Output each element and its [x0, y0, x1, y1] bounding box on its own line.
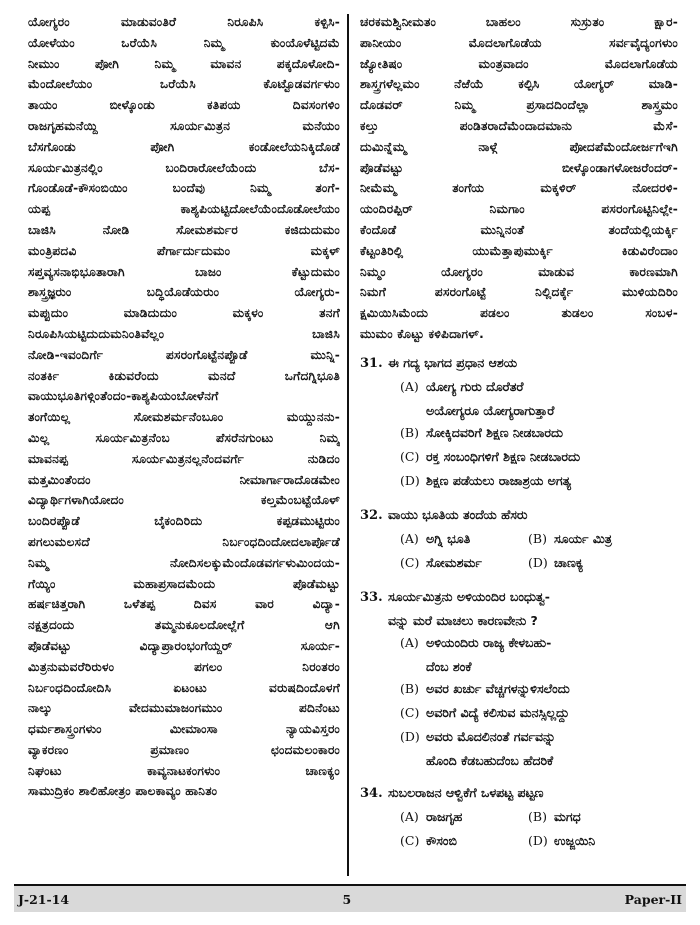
passage-right-continuation	[360, 12, 678, 345]
passage-line: ಕೆಟ್ಟಂತಿರಿಲ್ಲಿ ಯುಮೆತ್ತಾಪುಮುರ್ಕ್ಕಿ ಕಿಡುವಿರೆಂದಾಂ	[360, 243, 678, 258]
question-32	[360, 507, 678, 579]
page-number: 5	[342, 891, 352, 907]
options-row-cd	[360, 555, 678, 579]
passage-line: ದೊಡವರ್ ನಿಮ್ಮ ಪ್ರಸಾದದಿಂದೆಲ್ಲಾ ಶಾಸ್ತ್ರಮಂ	[360, 98, 678, 113]
passage-line: ಬಾಜಿಸಿ ನೋಡಿ ಸೋಮಶರ್ಮರ ಕಜಿದುದುಮಂ	[28, 222, 340, 237]
option-text: ಯೋಗ್ಯ ಗುರು ದೊರೆತರೆ	[426, 378, 524, 394]
option-text: ಚಾಣಕ್ಯ	[554, 554, 584, 570]
option-label: (D)	[528, 832, 548, 848]
option-label: (D)	[528, 554, 548, 570]
passage-line: ಮುಮಂ ಕೊಟ್ಟು ಕಳಿಪಿದಾಗಳ್.	[360, 326, 484, 341]
passage-line: ವಿದ್ಯಾರ್ಥಿಗಳಾಗಿಯೋದಂ ಕಲ್ತಮೆಂಬಟ್ಟೆಯೊಳ್	[28, 493, 340, 508]
options-row-cd	[360, 833, 678, 857]
option-c[interactable]	[400, 833, 528, 849]
option-label: (B)	[400, 424, 419, 440]
passage-line: ಜ್ಯೋತಿಷಂ ಮಂತ್ರವಾದಂ ಮೊದಲಾಗೊಡೆಯ	[360, 56, 678, 71]
option-text: ಸೋಕ್ಕಿದವರಿಗೆ ಶಿಕ್ಷಣ ನೀಡಬಾರದು	[426, 424, 564, 440]
option-c[interactable]	[360, 449, 678, 473]
option-label: (A)	[400, 808, 419, 824]
passage-line: ನೋಡಿ-ಇವಂದಿರ್ಗೆ ಪಸರಂಗೊಟ್ಟೆನಪ್ಪೊಡೆ ಮುನ್ನಿ-	[28, 347, 340, 362]
option-b[interactable]	[528, 531, 656, 547]
question-number: 34.	[360, 785, 383, 801]
paper-label: Paper-II	[624, 891, 682, 907]
passage-line: ನಂತರ್ಕಿ ಕಿಡುವರೆಂದು ಮನದೆ ಒಗೆದಗ್ನಿಭೂತಿ	[28, 368, 340, 383]
passage-line: ನಿಘಂಟು ಕಾವ್ಯನಾಟಕಂಗಳುಂ ಚಾಣಕ್ಯಂ	[28, 763, 340, 778]
passage-line: ನಿಮ್ಮಂ ಯೋಗ್ಯರಂ ಮಾಡುವ ಕಾರಣಮಾಗಿ	[360, 264, 678, 279]
question-text: ವಾಯು ಭೂತಿಯ ತಂದೆಯ ಹೆಸರು	[388, 506, 528, 522]
option-label: (A)	[400, 378, 419, 394]
passage-line: ಧರ್ಮಶಾಸ್ತ್ರಂಗಳುಂ ಮೀಮಾಂಸಾ ನ್ಯಾಯವಿಸ್ತರಂ	[28, 722, 340, 737]
option-d[interactable]	[528, 555, 656, 571]
passage-line: ಮಿತ್ರನುಮವರೆರಿರುಳಂ ಪಗಲಂ ನಿರಂತರಂ	[28, 659, 340, 674]
option-text: ರಕ್ತ ಸಂಬಂಧಿಗಳಿಗೆ ಶಿಕ್ಷಣ ನೀಡಬಾರದು	[426, 448, 581, 464]
option-text: ಅಳಿಯಂದಿರು ರಾಜ್ಯ ಕೇಳಬಹು-	[426, 634, 552, 650]
passage-line: ಸಾಮುದ್ರಿಕಂ ಶಾಲಿಹೋತ್ರಂ ಪಾಲಕಾವ್ಯಂ ಹಾನಿತಂ	[28, 784, 218, 799]
option-a[interactable]	[400, 531, 528, 547]
question-number: 33.	[360, 589, 383, 605]
right-column	[360, 12, 678, 857]
question-31	[360, 355, 678, 497]
option-text: ಅವರ ಖರ್ಚು ವೆಚ್ಚಗಳನ್ನುಳಿಸಲೆಂದು	[426, 680, 570, 696]
option-label: (C)	[400, 704, 420, 720]
passage-line: ನೀಮೆಮ್ಮ ತಂಗೆಯ ಮಕ್ಕಳಿರ್ ನೋದರಳಿ-	[360, 181, 678, 196]
passage-line: ಮಪ್ಪುದುಂ ಮಾಡಿದುದುಂ ಮಕ್ಕಳಂ ತನಗೆ	[28, 306, 340, 321]
option-text: ಶಿಕ್ಷಣ ಪಡೆಯಲು ರಾಜಾಶ್ರಯ ಅಗತ್ಯ	[426, 472, 572, 488]
passage-line: ಬಂದಿರಪ್ಪೊಡೆ ಬೈಕಂದಿರಿದು ಕಪ್ಪಡಮುಟ್ಟಿರುಂ	[28, 514, 340, 529]
question-text: ಸುಬಲರಾಜನ ಆಳ್ವಿಕೆಗೆ ಒಳಪಟ್ಟ ಪಟ್ಟಣ	[388, 784, 544, 800]
passage-line: ಯೋಗ್ಯರಂ ಮಾಡುವಂತಿರೆ ನಿರೂಪಿಸಿ ಕಳ್ಪಿಸಿ-	[28, 15, 340, 29]
passage-line: ತಂಗೆಯಿಲ್ಲ ಸೋಮಶರ್ಮನೆಂಬೂಂ ಮಯ್ದುನನು-	[28, 410, 340, 425]
page-footer	[14, 884, 686, 912]
option-text: ಅಗ್ನಿ ಭೂತಿ	[426, 530, 471, 546]
option-b[interactable]	[528, 809, 656, 825]
option-text: ಅವರು ಮೊದಲಿನಂತೆ ಗರ್ವವನ್ನು	[426, 728, 556, 744]
passage-line: ಮಂತ್ರಿಪದವಿ ಪೆರ್ಗಾರ್ದುದುಮಂ ಮಕ್ಕಳ್	[28, 243, 340, 258]
question-text: ಈ ಗದ್ಯ ಭಾಗದ ಪ್ರಧಾನ ಆಶಯ	[388, 354, 518, 370]
paper-code: J-21-14	[18, 891, 70, 907]
passage-left-column	[28, 12, 340, 802]
option-label: (C)	[400, 832, 420, 848]
question-34	[360, 785, 678, 857]
passage-line: ಮಾವನಪ್ಪ ಸೂರ್ಯಮಿತ್ರನಲ್ಲನೆಂದವರ್ಗೆ ನುಡಿದಂ	[28, 451, 340, 466]
passage-line: ಶಾಸ್ತ್ರಗಳೆಲ್ಲಮಂ ನೆಱೆಯೆ ಕಲ್ಪಿಸಿ ಯೋಗ್ಯರ್ ಮಾಡಿ-	[360, 77, 678, 92]
passage-line: ರಾಜಗೃಹಮನೆಯ್ದಿ ಸೂರ್ಯಮಿತ್ರನ ಮನೆಯಂ	[28, 118, 340, 133]
option-text: ಸೂರ್ಯ ಮಿತ್ರ	[554, 530, 612, 546]
question-number: 32.	[360, 507, 383, 523]
options-row-ab	[360, 531, 678, 555]
option-label: (C)	[400, 448, 420, 464]
option-c[interactable]	[360, 705, 678, 729]
passage-line: ಮತ್ತಮಿಂತೆಂದಂ ನೀಮಾರ್ಗಾರಾದೊಡಮೇಂ	[28, 472, 340, 487]
passage-line: ಪೊಡೆವಟ್ಟು ಬೀಳ್ಕೊಂಡಾಗಳೋಜರೆಂದರ್-	[360, 160, 678, 175]
passage-line: ಕೆಂದೊಡೆ ಮುನ್ನಿನಂತೆ ತಂದೆಯಲ್ಲಿಯರ್ಕ್ಕಿ	[360, 222, 678, 237]
option-label: (B)	[400, 680, 419, 696]
passage-line: ನಾಲ್ಕು ವೇದಮುಮಾಜಂಗಮುಂ ಪದಿನೆಂಟು	[28, 701, 340, 716]
option-label: (A)	[400, 530, 419, 546]
option-a-continued: ದೆಂಬ ಶಂಕೆ	[426, 658, 472, 674]
passage-line: ಯಪ್ಪ ಕಾಶ್ಯಪಿಯಟ್ಟಿದೋಲೆಯೆಂದೊಡೋಲೆಯಂ	[28, 202, 340, 217]
options-row-ab	[360, 809, 678, 833]
passage-line: ನಿರೂಪಿಸಿಯಟ್ಟಿದುದುಮನಿಂತಿವೆಲ್ಲಂ ಬಾಜಿಸಿ	[28, 326, 340, 341]
passage-line: ಯೋಳೆಯಂ ಒರೆಯೆಸಿ ನಿಮ್ಮ ಕುಂಯೊಳೆಟ್ಟಿದಮೆ	[28, 35, 340, 50]
passage-line: ಪೊಡೆವಟ್ಟು ವಿದ್ಯಾಪ್ರಾರಂಭಂಗೆಯ್ದರ್ ಸೂರ್ಯ-	[28, 638, 340, 653]
question-number: 31.	[360, 355, 383, 371]
option-b[interactable]	[360, 425, 678, 449]
passage-line: ದುಮಿನ್ನೆಮ್ಮ ನಾಳ್ಗೆ ಪೋದಪೆಮೆಂದೋರ್ಜಗೆಇಗಿ	[360, 139, 678, 154]
option-label: (C)	[400, 554, 420, 570]
option-a[interactable]	[360, 635, 678, 659]
passage-line: ಶಾಸ್ತ್ರಜ್ಞರುಂ ಬದ್ಧಿಯೊಡೆಯರುಂ ಯೋಗ್ಯರು-	[28, 285, 340, 300]
passage-line: ಮಿಲ್ಲ ಸೂರ್ಯಮಿತ್ರನೆಂಬ ಪೆಸರೆನಗುಂಟು ನಿಮ್ಮ	[28, 430, 340, 445]
option-d[interactable]	[360, 729, 678, 753]
option-text: ಉಜ್ಜಯಿನಿ	[554, 832, 596, 848]
option-text: ಕೌಸಂಬಿ	[426, 832, 457, 848]
option-a[interactable]	[400, 809, 528, 825]
option-label: (B)	[528, 808, 547, 824]
option-d[interactable]	[528, 833, 656, 849]
passage-line: ನಕ್ಷತ್ರದಂದು ತಮ್ಮನುಕೂಲದೋಲ್ಲೆಗೆ ಆಗಿ	[28, 618, 340, 633]
question-text: ಸೂರ್ಯಮಿತ್ರನು ಅಳಿಯಂದಿರ ಬಂಧುತ್ವ-	[388, 588, 550, 604]
question-text-continued: ವನ್ನು ಮರೆ ಮಾಚಲು ಕಾರಣವೇನು ?	[388, 612, 538, 628]
option-label: (B)	[528, 530, 547, 546]
option-b[interactable]	[360, 681, 678, 705]
passage-line: ಬೆಸಗೊಂಡು ಪೋಗಿ ಕಂಡೋಲೆಯನಿಕ್ಕಿದೊಡೆ	[28, 139, 340, 154]
passage-line: ನೀಮುಂ ಪೋಗಿ ನಿಮ್ಮ ಮಾವನ ಪಕ್ಕದೊಳೋದಿ-	[28, 56, 340, 71]
option-text: ಮಗಧ	[554, 808, 581, 824]
option-d-continued: ಹೊಂದಿ ಕೆಡಬಹುದೆಂಬ ಹೆದರಿಕೆ	[426, 752, 554, 768]
column-divider	[347, 14, 349, 876]
question-33	[360, 589, 678, 775]
option-text: ಅವರಿಗೆ ವಿದ್ಯೆ ಕಲಿಸುವ ಮನಸ್ಸಿಲ್ಲದ್ದು	[426, 704, 570, 720]
passage-line: ವ್ಯಾಕರಣಂ ಪ್ರಮಾಣಂ ಛಂದಮಲಂಕಾರಂ	[28, 742, 340, 757]
passage-line: ತಾಯಂ ಬೀಳ್ಕೊಂಡು ಕತಿಪಯ ದಿವಸಂಗಳಿಂ	[28, 98, 340, 113]
option-text: ರಾಜಗೃಹ	[426, 808, 463, 824]
passage-line: ವಾಯುಭೂತಿಗಳ್ಗಿಂತೆಂದಂ-ಕಾಶ್ಯಪಿಯಂಬೋಳೆನಗೆ	[28, 389, 219, 404]
passage-line: ಯಂದಿರಪ್ಪಿರ್ ನಿಮಗಾಂ ಪಸರಂಗೊಟ್ಟಿನಿಲ್ಲೇ-	[360, 202, 678, 217]
passage-line: ನಿರ್ಬಂಧದಿಂದೋದಿಸಿ ಏಟಂಟು ವರುಷದಿಂದೊಳಗೆ	[28, 680, 340, 695]
passage-line: ನಿಮಗೆ ಪಸರಂಗೊಟ್ಟೆ ನಿಲ್ಲಿದರ್ಕ್ಕೆ ಮುಳಿಯದಿರಿಂ	[360, 285, 678, 300]
option-a[interactable]	[360, 379, 678, 403]
passage-line: ಮೆಂದೋಲೆಯಂ ಒರೆಯೆಸಿ ಕೊಟ್ಟೊಡವರ್ಗಳುಂ	[28, 77, 340, 92]
passage-line: ಸೂರ್ಯಮಿತ್ರನಲ್ಲಿಂ ಬಂದಿರಾರೋಲೆಯೆಂದು ಬೆಸ-	[28, 160, 340, 175]
option-label: (A)	[400, 634, 419, 650]
passage-line: ಕಲ್ತು ಪಂಡಿತರಾದೆಮೆಂದಾದಮಾನು ಮೆಸೆ-	[360, 118, 678, 133]
option-c[interactable]	[400, 555, 528, 571]
option-a-continued: ಅಯೋಗ್ಯರೂ ಯೋಗ್ಯರಾಗುತ್ತಾರೆ	[426, 402, 555, 418]
passage-line: ಸಪ್ತವ್ಯಸನಾಭಿಭೂತಾರಾಗಿ ಬಾಜಂ ಕೆಟ್ಟುದುಮಂ	[28, 264, 340, 279]
passage-line: ಕ್ಷಮಿಯಿಸಿಮೆಂದು ಪಡಲಂ ತುಡಲಂ ಸಂಬಳ-	[360, 306, 678, 321]
option-text: ಸೋಮಶರ್ಮ	[426, 554, 482, 570]
passage-line: ಪಾನೀಯಂ ಮೊದಲಾಗೊಡೆಯ ಸರ್ವವೈದ್ಯಂಗಳುಂ	[360, 35, 678, 50]
passage-line: ಚರಕಮಶ್ವಿನೀಮತಂ ಬಾಹಲಂ ಸುಸ್ರುತಂ ಕ್ಷಾರ-	[360, 15, 678, 29]
passage-line: ಪಗಲುಮಲಸದೆ ನಿರ್ಬಂಧದಿಂದೋದಲಾರ್ಪೊಡೆ	[28, 534, 340, 549]
option-label: (D)	[400, 472, 420, 488]
option-label: (D)	[400, 728, 420, 744]
passage-line: ಹರ್ಷಚಿತ್ತರಾಗಿ ಒಳೆತಪ್ಪ ದಿವಸ ವಾರ ವಿದ್ಯಾ-	[28, 597, 340, 612]
passage-line: ನಿಮ್ಮ ನೋದಿಸಲಕ್ಕುಮೆಂದೊಡವರ್ಗಳುಮಿಂದಯ-	[28, 555, 340, 570]
passage-line: ಗೊಂಡೊಡೆ-ಕೌಸಂಬಿಯಿಂ ಬಂದೆವು ನಿಮ್ಮ ತಂಗೆ-	[28, 181, 340, 196]
option-d[interactable]	[360, 473, 678, 497]
passage-line: ಗೆಯ್ಯಿಂ ಮಹಾಪ್ರಸಾದಮೆಂದು ಪೊಡೆಮಟ್ಟು	[28, 576, 340, 591]
